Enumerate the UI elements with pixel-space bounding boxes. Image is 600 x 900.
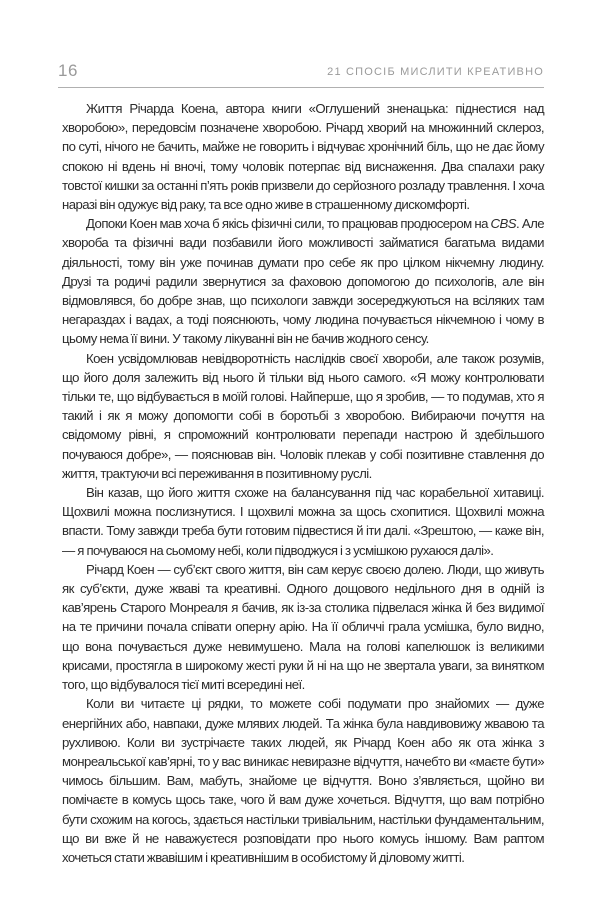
body-text [62,99,544,867]
page-header [58,58,544,88]
paragraph: Життя Річарда Коена, автора книги «Оглушений зненацька: піднестися над хворобою», передовсім позначене хворобою. Річард хворий на множинний склероз, по суті, нічого не бачить, майже не говорить і відчуває хронічний біль, що не дає йому спокою ні вдень ні вночі, тому чоловік потерпає від виснаження. Два спалахи раку товстої кишки за останні п’ять років призвели до серйозного розладу травлення. І хоча наразі він одужує від раку, та все одно живе в страшенному дискомфорті. [62,101,544,213]
paragraph [62,214,544,348]
running-title: 21 СПОСІБ МИСЛИТИ КРЕАТИВНО [327,66,544,78]
paragraph-text: Допоки Коен мав хоча б якісь фізичні сили, то працював продюсером на [86,216,491,232]
header-rule [58,87,544,88]
paragraph-text: . Але хвороба та фізичні вади позбавили його можливості займатися багатьма видами діяльності, тому він уже починав думати про себе як про цілком нікчемну людину. Друзі та родичі радили звернутися за фаховою допомогою до психологів, але він відмовлявся, бо добре знав, що психологи завжди зосереджуються на всіляких там негараздах і вадах, а тоді пояснюють, чому людина почувається нікчемною і чому в цьому нема її вини. У такому лікуванні він не бачив жодного сенсу. [62,216,544,347]
paragraph: Коли ви читаєте ці рядки, то можете собі подумати про знайомих — дуже енергійних або, навпаки, дуже млявих людей. Та жінка була навдивовижу жвавою та рухливою. Коли ви зустрічаєте таких людей, як Річард Коен або як ота жінка з монреальської кав’ярні, то у вас виникає невиразне відчуття, начебто ви «маєте бути» чимось більшим. Вам, мабуть, знайоме це відчуття. Воно з’являється, щойно ви помічаєте в комусь щось таке, чого й вам дуже хочеться. Відчуття, що вам потрібно бути схожим на когось, здається настільки тривіальним, настільки фундаментальним, що ви вже й не наважуєтеся розповідати про нього комусь іншому. Вам раптом хочеться стати жвавішим і креативнішим в особистому й діловому житті. [62,696,544,865]
paragraph: Річард Коен — суб’єкт свого життя, він сам керує своєю долею. Люди, що живуть як суб’єкти, дуже жваві та креативні. Одного дощового недільного дня в одній із кав’ярень Старого Монреаля я бачив, як із-за столика підвелася жінка й без видимої на те причини почала співати оперну арію. На її обличчі грала усмішка, було видно, що вона почувається дуже невимушено. Мала на голові капелюшок із великими крисами, простягла в широкому жесті руки й ні на що не звертала уваги, за винятком того, що відбувалося тієї миті всередині неї. [62,561,544,693]
page-number: 16 [58,61,78,80]
emphasis-cbs: CBS [490,216,517,232]
paragraph: Коен усвідомлював невідворотність наслідків своєї хвороби, але також розумів, що його доля залежить від нього й тільки від нього самого. «Я можу контролювати тільки те, що відбувається в моїй голові. Найперше, що я зробив, — то подумав, хто я такий і як я можу допомогти собі в боротьбі з хворобою. Вибираючи почуття на свідомому рівні, я спроможний контролювати перепади настрою й здебільшого почуваюся добре», — пояснював він. Чоловік плекав у собі позитивне ставлення до життя, трактуючи всі переживання в позитивному руслі. [62,350,544,481]
paragraph: Він казав, що його життя схоже на балансування під час корабельної хитавиці. Щохвилі можна послизнутися. І щохвилі можна за щось схопитися. Щохвилі можна впасти. Тому завжди треба бути готовим підвестися й іти далі. «Зрештою, — каже він, — я почуваюся на сьомому небі, коли підводжуся і з усмішкою рухаюся далі». [62,485,544,558]
